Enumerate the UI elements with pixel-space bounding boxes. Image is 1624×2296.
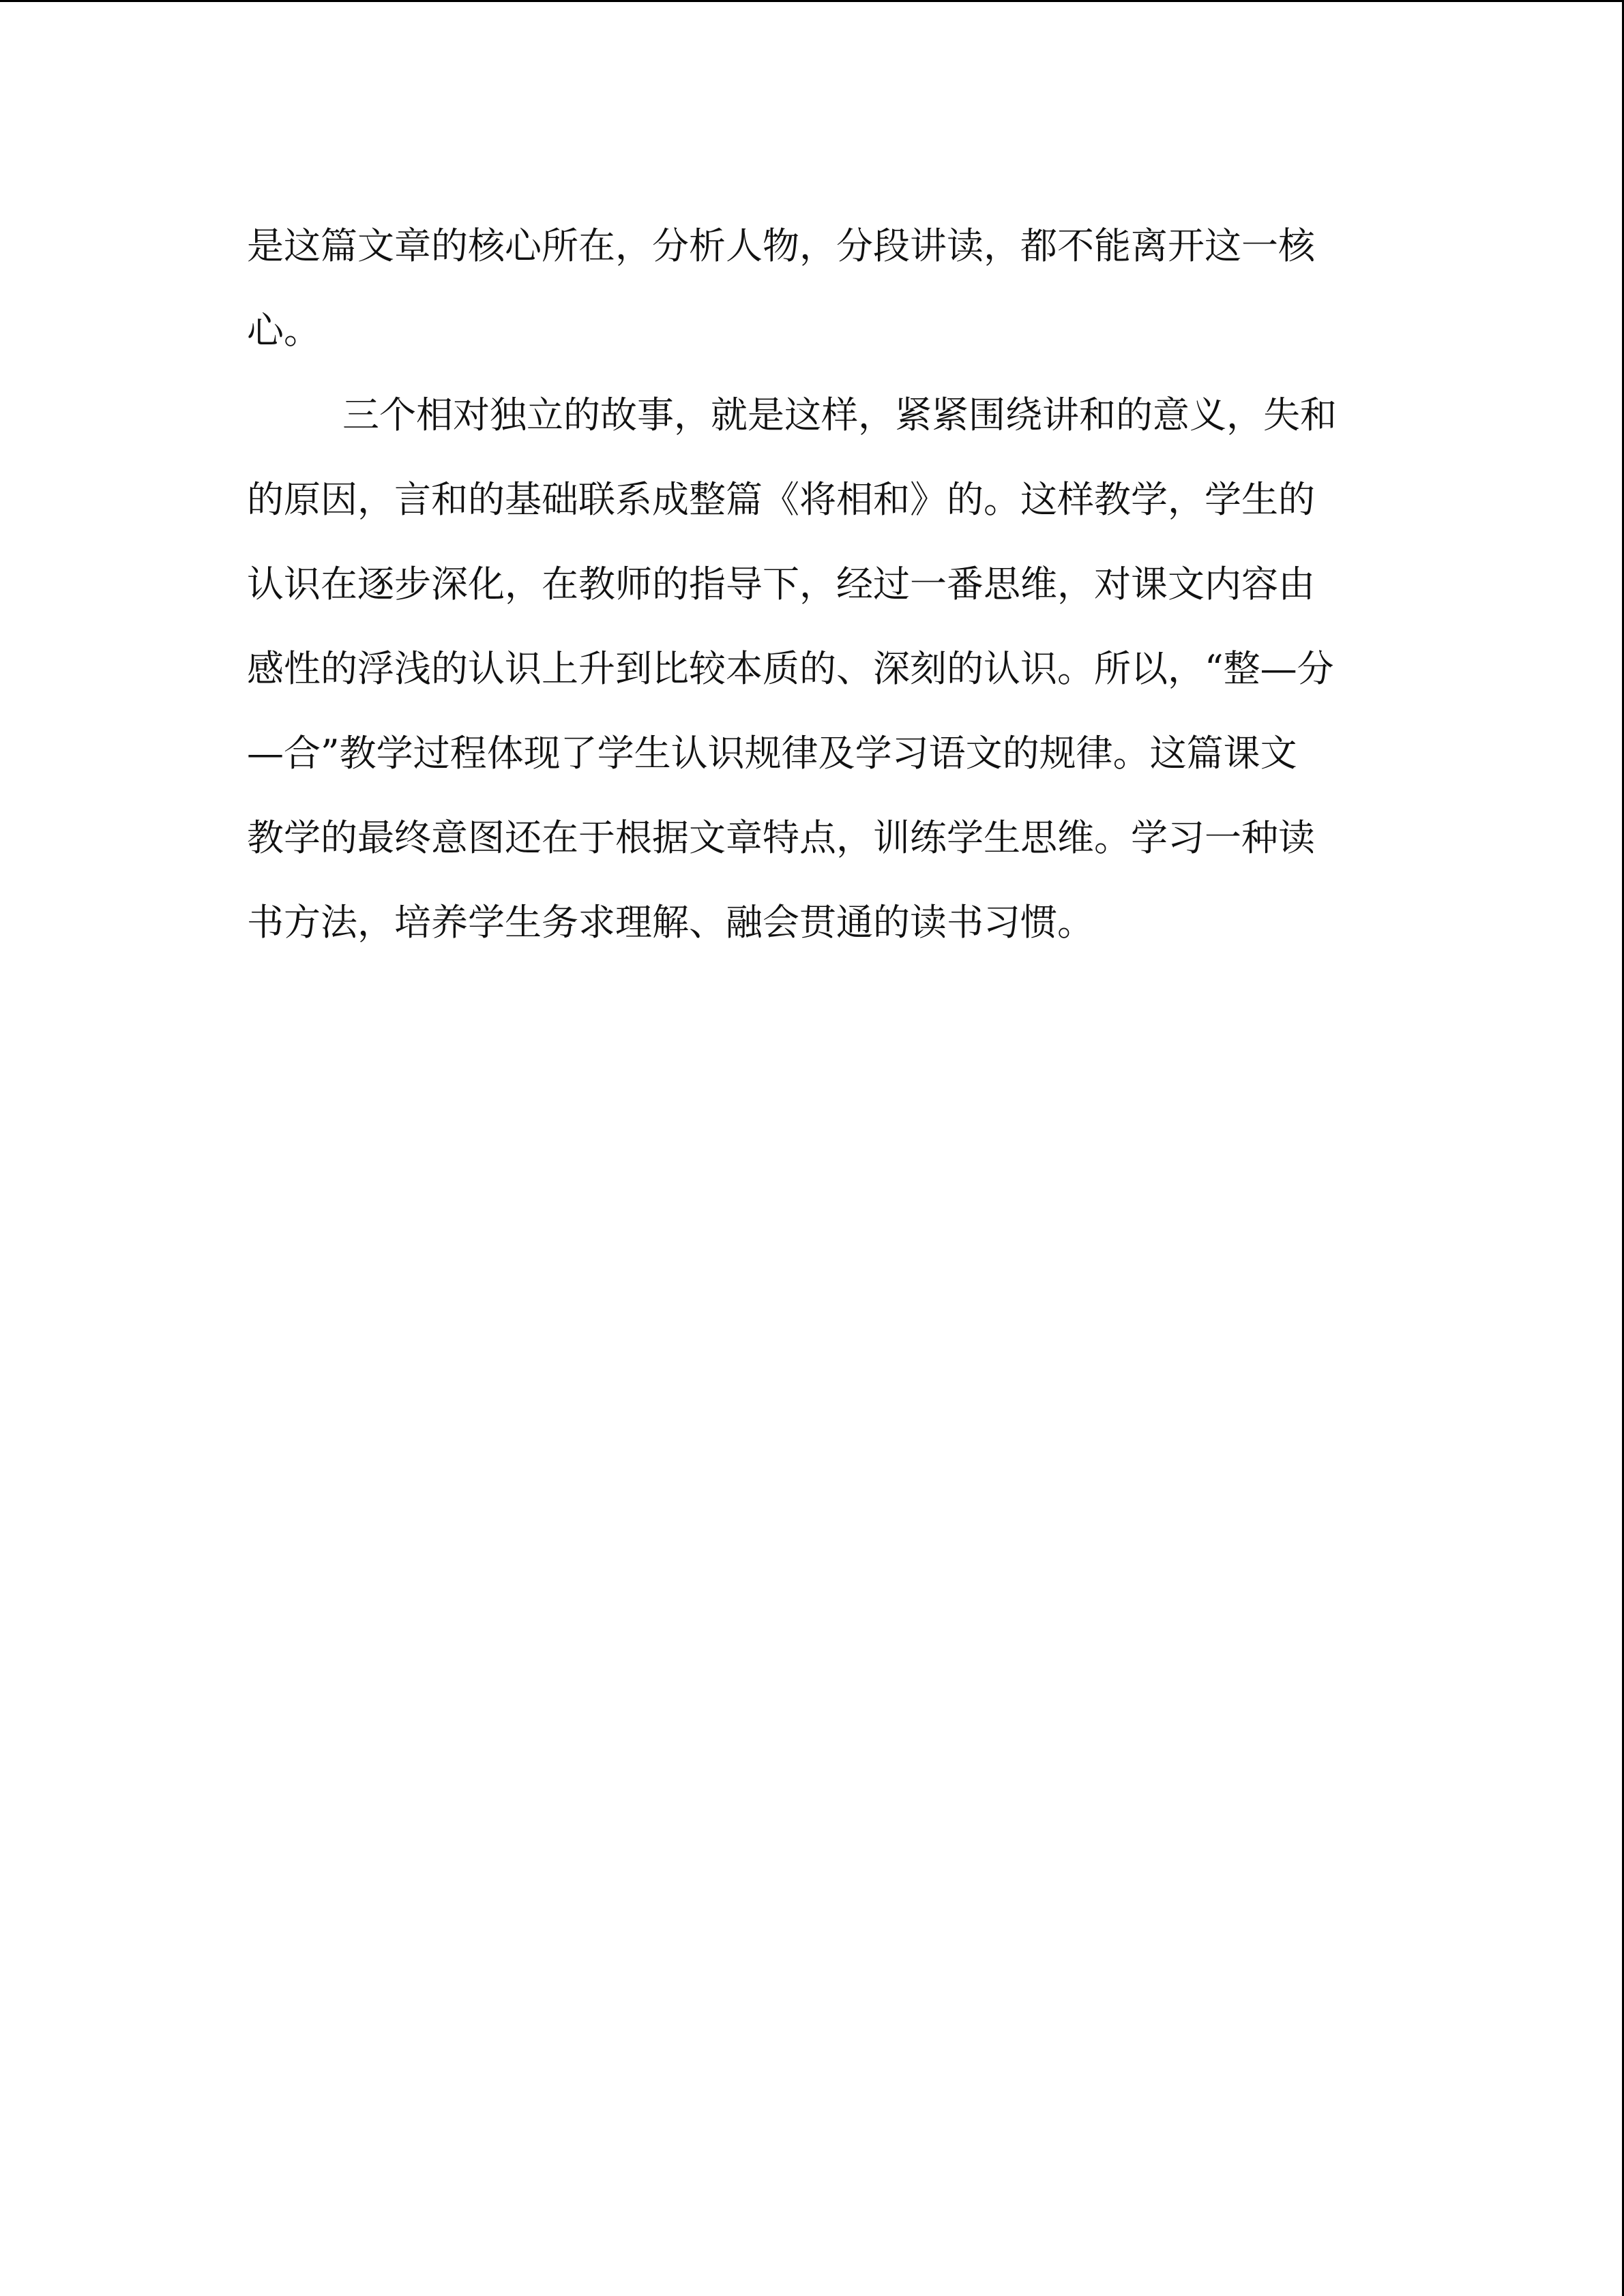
body-text	[247, 204, 1379, 965]
paragraph-line: 三个相对独立的故事，就是这样，紧紧围绕讲和的意义，失和	[342, 393, 1337, 436]
paragraph-2	[247, 373, 1379, 965]
paragraph-1	[247, 204, 1379, 373]
paragraph-line: 的原因，言和的基础联系成整篇《将相和》的。这样教学，学生的	[247, 478, 1315, 521]
paragraph-line: 感性的浮浅的认识上升到比较本质的、深刻的认识。所以，“整—分	[247, 647, 1334, 690]
paragraph-line: 认识在逐步深化，在教师的指导下，经过一番思维，对课文内容由	[247, 563, 1315, 606]
paragraph-line: 教学的最终意图还在于根据文章特点，训练学生思维。学习一种读	[247, 816, 1315, 859]
paragraph-line: 心。	[247, 309, 321, 352]
paragraph-line: 书方法，培养学生务求理解、融会贯通的读书习惯。	[247, 901, 1094, 944]
paragraph-line: 是这篇文章的核心所在，分析人物，分段讲读，都不能离开这一核	[247, 224, 1315, 267]
paragraph-line: —合”教学过程体现了学生认识规律及学习语文的规律。这篇课文	[247, 732, 1297, 775]
